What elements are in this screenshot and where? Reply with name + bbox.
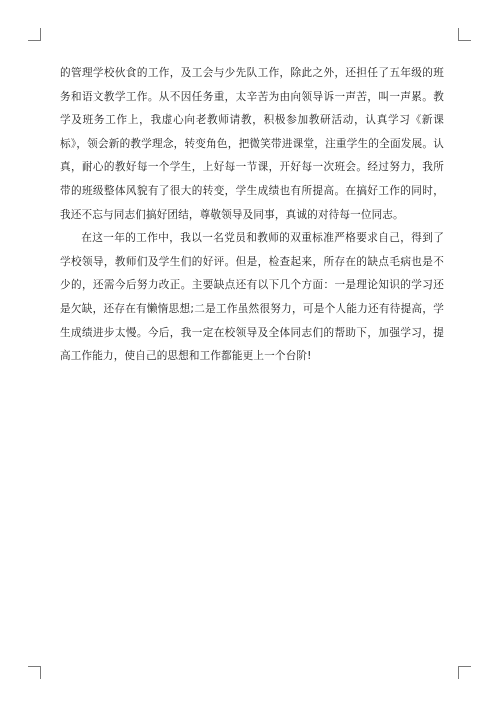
paragraph-summary: 在这一年的工作中，我以一名党员和教师的双重标准严格要求自己，得到了学校领导，教师们及学生们的好评。但是，检查起来，所存在的缺点毛病也是不少的，还需今后努力改正。主要缺点还有以下几个方面：一是理论知识的学习还是欠缺，还存在有懒惰思想;二是工作虽然很努力，可是个人能力还有待提高，学生成绩进步太慢。今后，我一定在校领导及全体同志们的帮助下，加强学习，提高工作能力，使自己的思想和工作都能更上一个台阶!	[60, 232, 444, 363]
crop-mark-top-left	[28, 28, 41, 41]
document-body	[60, 62, 444, 369]
paragraph-continued: 的管理学校伙食的工作，及工会与少先队工作，除此之外，还担任了五年级的班务和语文教学工作。从不因任务重，太辛苦为由向领导诉一声苦，叫一声累。教学及班务工作上，我虚心向老教师请教，积极参加教研活动，认真学习《新课标》，领会新的教学理念，转变角色，把微笑带进课堂，注重学生的全面发展。认真，耐心的教好每一个学生，上好每一节课，开好每一次班会。经过努力，我所带的班级整体风貌有了很大的转变，学生成绩也有所提高。在搞好工作的同时，我还不忘与同志们搞好团结，尊敬领导及同事，真诚的对待每一位同志。	[60, 67, 444, 221]
crop-mark-bottom-left	[28, 666, 41, 679]
crop-mark-bottom-right	[458, 666, 471, 679]
crop-mark-top-right	[458, 28, 471, 41]
